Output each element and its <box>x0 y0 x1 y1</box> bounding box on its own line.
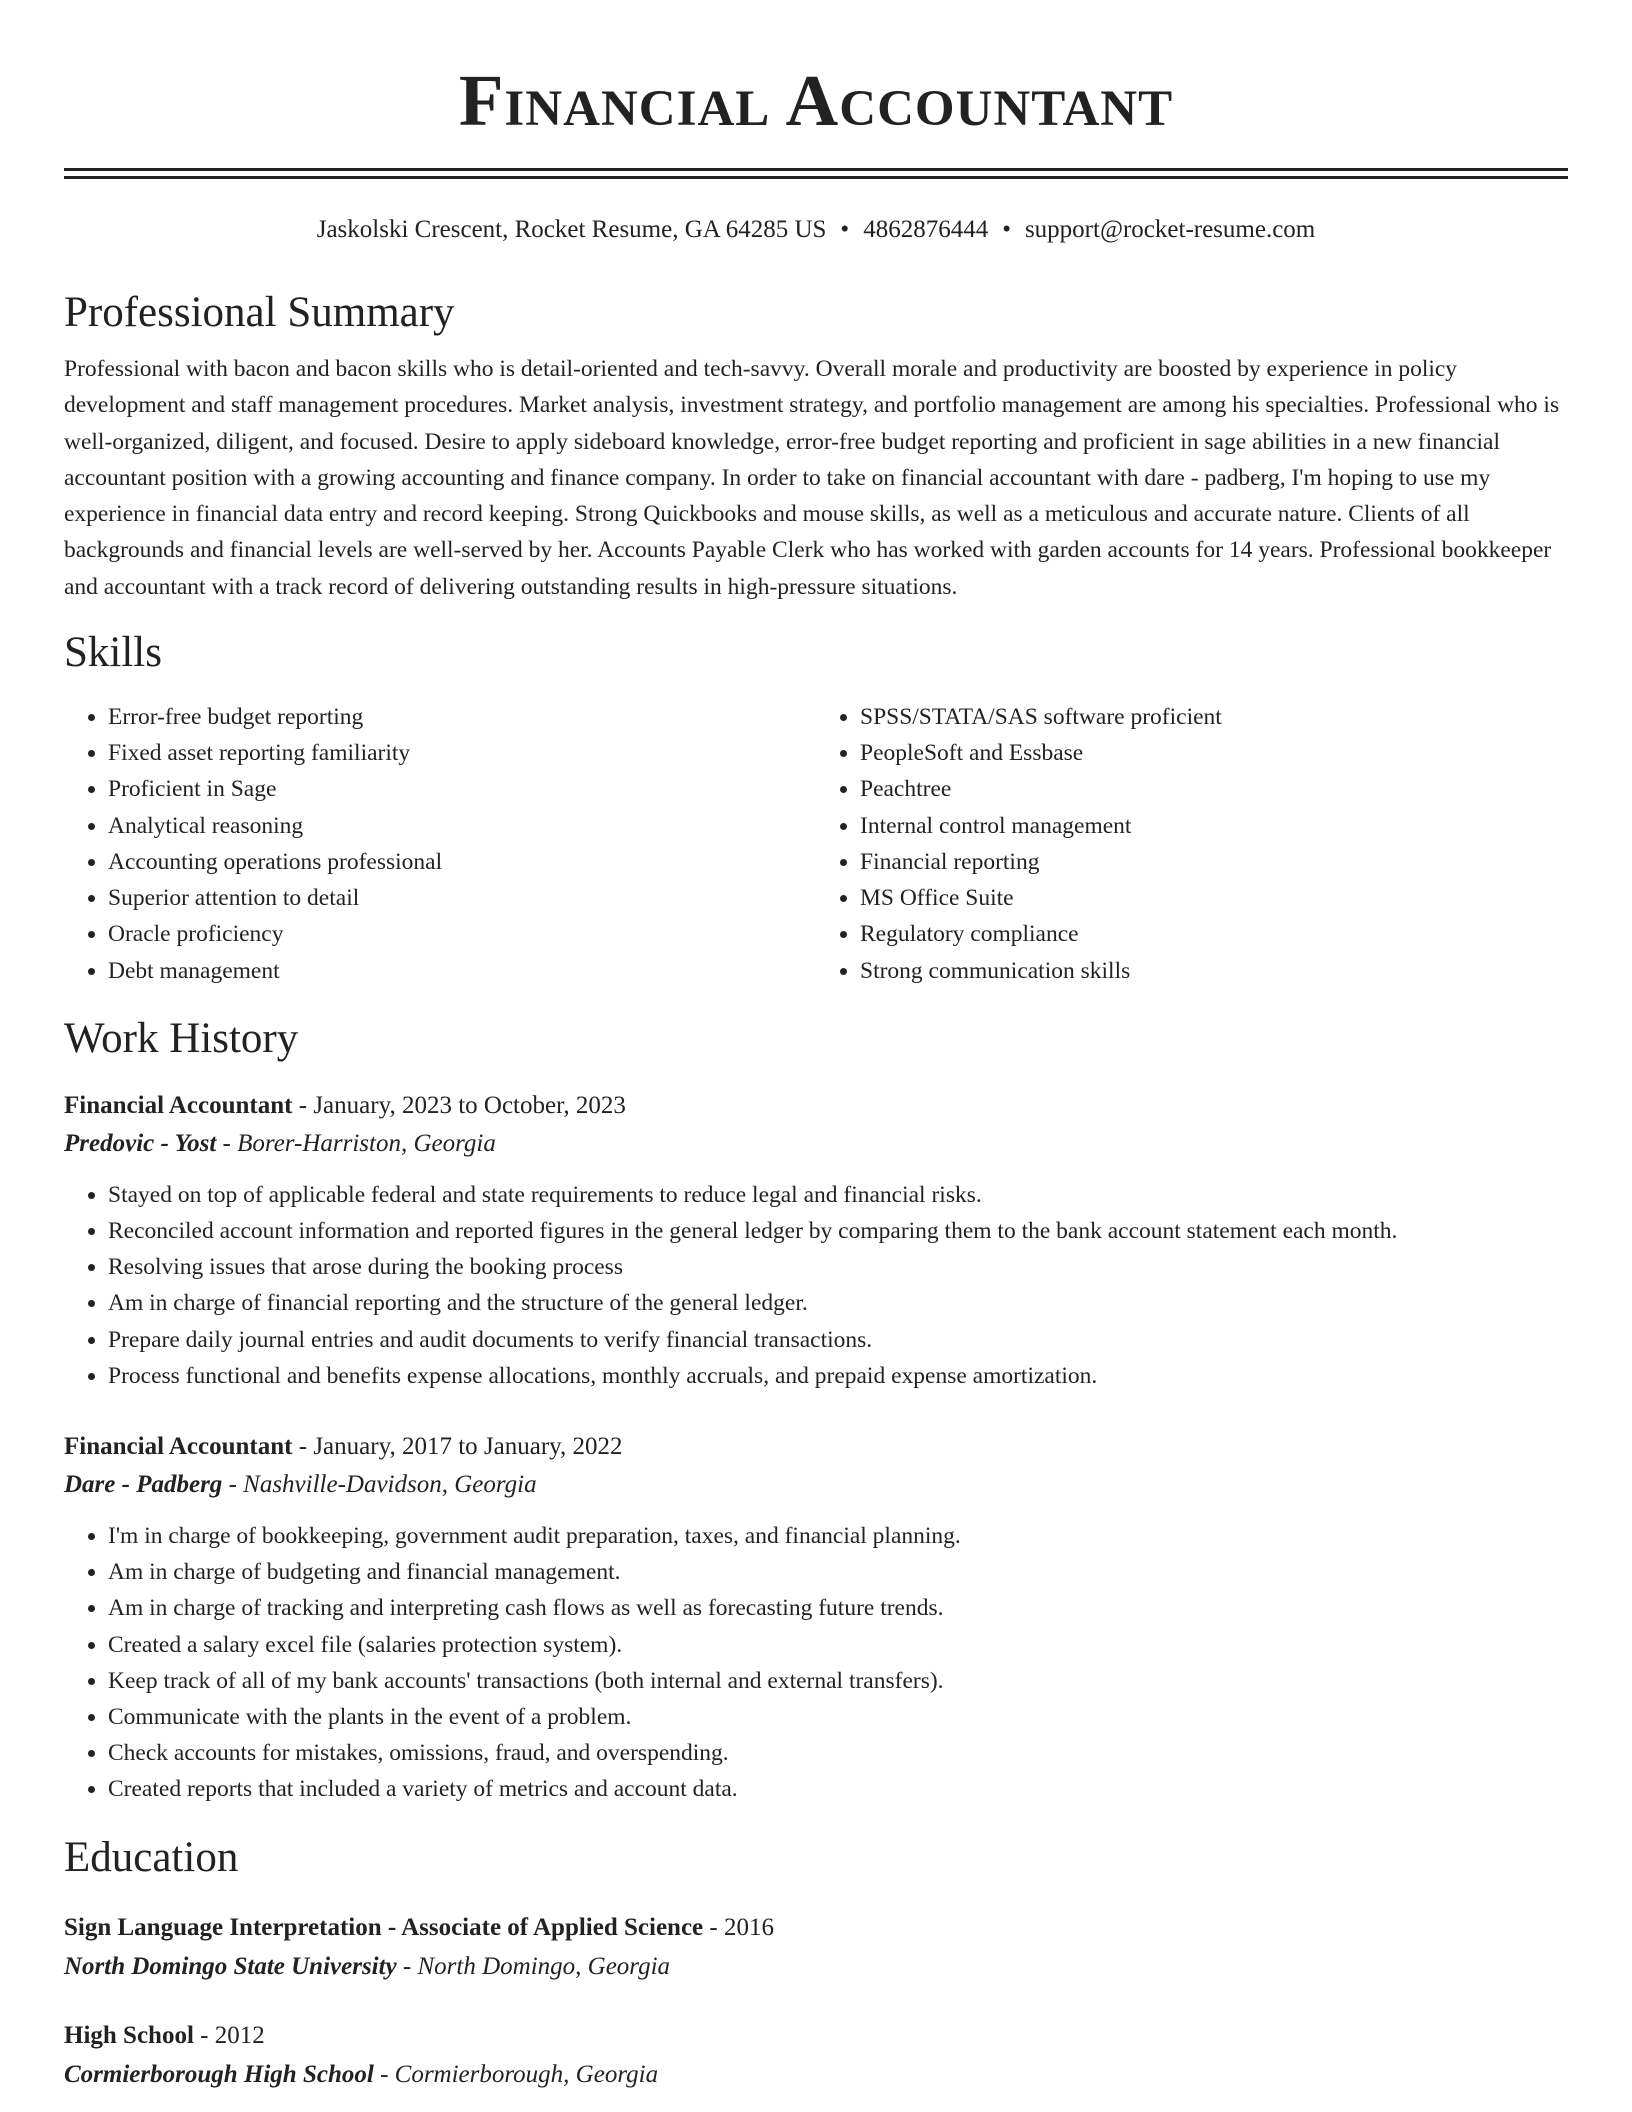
education-school-line <box>64 1948 1568 1986</box>
job-location: - Nashville-Davidson, Georgia <box>222 1470 537 1498</box>
skill-item: • Superior attention to detail <box>108 880 816 916</box>
resume-title: Financial Accountant <box>458 60 1174 141</box>
duty-item: • Check accounts for mistakes, omissions, fraud, and overspending. <box>108 1735 1568 1771</box>
education-school-line <box>64 2056 1568 2094</box>
duty-item: • Reconciled account information and reported figures in the general ledger by comparing them to the bank account statement each month. <box>108 1213 1568 1249</box>
duty-item: • Process functional and benefits expense allocations, monthly accruals, and prepaid expense amortization. <box>108 1358 1568 1394</box>
job-entry <box>64 1087 1568 1394</box>
contact-separator: • <box>1002 216 1011 243</box>
skills-columns <box>64 699 1568 989</box>
job-company: Predovic - Yost <box>64 1129 217 1157</box>
skill-item: • SPSS/STATA/SAS software proficient <box>860 699 1568 735</box>
job-dates: - January, 2017 to January, 2022 <box>292 1432 623 1460</box>
job-entry <box>64 1428 1568 1808</box>
education-degree-line <box>64 1908 1568 1948</box>
job-title: Financial Accountant <box>64 1432 293 1460</box>
duty-item: • Created a salary excel file (salaries protection system). <box>108 1627 1568 1663</box>
skill-item: • Strong communication skills <box>860 953 1568 989</box>
duty-item: • Am in charge of tracking and interpreting cash flows as well as forecasting future trends. <box>108 1590 1568 1626</box>
skill-item: • Accounting operations professional <box>108 844 816 880</box>
job-location: - Borer-Harriston, Georgia <box>216 1129 496 1157</box>
skill-item: • Debt management <box>108 953 816 989</box>
job-employer <box>64 1466 1568 1504</box>
job-employer <box>64 1125 1568 1163</box>
skills-list-left <box>64 699 816 989</box>
education-degree: High School <box>64 2021 194 2049</box>
skills-list-right <box>816 699 1568 989</box>
skill-item: • PeopleSoft and Essbase <box>860 735 1568 771</box>
skills-heading: Skills <box>64 629 162 677</box>
contact-separator: • <box>840 216 850 243</box>
education-entry <box>64 2016 1568 2094</box>
education-school: North Domingo State University <box>64 1952 397 1980</box>
education-degree: Sign Language Interpretation - Associate of Applied Science <box>64 1913 704 1941</box>
job-header <box>64 1087 1568 1125</box>
education-year: - 2012 <box>193 2021 265 2049</box>
job-duties <box>64 1518 1568 1808</box>
education-degree-line <box>64 2016 1568 2056</box>
job-title: Financial Accountant <box>64 1091 293 1119</box>
skill-item: • Financial reporting <box>860 844 1568 880</box>
education-location: - North Domingo, Georgia <box>396 1952 671 1980</box>
job-dates: - January, 2023 to October, 2023 <box>292 1091 626 1119</box>
duty-item: • Am in charge of budgeting and financial management. <box>108 1554 1568 1590</box>
skill-item: • Fixed asset reporting familiarity <box>108 735 816 771</box>
skill-item: • Peachtree <box>860 771 1568 807</box>
skill-item: • Error-free budget reporting <box>108 699 816 735</box>
summary-text: Professional with bacon and bacon skills who is detail-oriented and tech-savvy. Overall morale and productivity are boosted by experience in policy development and staff management procedures. Market analysis, investment strategy, and portfolio management are among his specialties. Professional who is well-organized, diligent, and focused. Desire to apply sideboard knowledge, error-free budget reporting and proficient in sage abilities in a new financial accountant position with a growing accounting and finance company. In order to take on financial accountant with dare - padberg, I'm hoping to use my experience in financial data entry and record keeping. Strong Quickbooks and mouse skills, as well as a meticulous and accurate nature. Clients of all backgrounds and financial levels are well-served by her. Accounts Payable Clerk who has worked with garden accounts for 14 years. Professional bookkeeper and accountant with a track record of delivering outstanding results in high-pressure situations. <box>64 356 1560 600</box>
duty-item: • Stayed on top of applicable federal and state requirements to reduce legal and financial risks. <box>108 1177 1568 1213</box>
duty-item: • I'm in charge of bookkeeping, government audit preparation, taxes, and financial planning. <box>108 1518 1568 1554</box>
duty-item: • Created reports that included a variety of metrics and account data. <box>108 1771 1568 1807</box>
duty-item: • Am in charge of financial reporting and the structure of the general ledger. <box>108 1285 1568 1321</box>
duty-item: • Keep track of all of my bank accounts' transactions (both internal and external transfers). <box>108 1663 1568 1699</box>
duty-item: • Communicate with the plants in the event of a problem. <box>108 1699 1568 1735</box>
skill-item: • Oracle proficiency <box>108 916 816 952</box>
job-header <box>64 1428 1568 1466</box>
contact-phone: 4862876444 <box>863 216 989 243</box>
contact-line <box>64 213 1568 247</box>
work-history-heading: Work History <box>64 1014 299 1062</box>
summary-heading: Professional Summary <box>64 289 455 336</box>
job-company: Dare - Padberg <box>64 1470 223 1498</box>
skill-item: • Proficient in Sage <box>108 771 816 807</box>
skill-item: • MS Office Suite <box>860 880 1568 916</box>
duty-item: • Resolving issues that arose during the booking process <box>108 1249 1568 1285</box>
contact-email: support@rocket-resume.com <box>1024 216 1316 243</box>
education-year: - 2016 <box>703 1913 774 1941</box>
skill-item: • Analytical reasoning <box>108 808 816 844</box>
job-duties <box>64 1177 1568 1394</box>
education-location: - Cormierborough, Georgia <box>373 2060 659 2088</box>
resume-page <box>64 0 1568 2094</box>
duty-item: • Prepare daily journal entries and audit documents to verify financial transactions. <box>108 1322 1568 1358</box>
education-heading: Education <box>64 1833 239 1881</box>
education-entry <box>64 1908 1568 1986</box>
skill-item: • Regulatory compliance <box>860 916 1568 952</box>
skill-item: • Internal control management <box>860 808 1568 844</box>
contact-address: Jaskolski Crescent, Rocket Resume, GA 64285 US <box>316 216 827 243</box>
title-divider <box>64 168 1568 179</box>
education-school: Cormierborough High School <box>64 2060 374 2088</box>
